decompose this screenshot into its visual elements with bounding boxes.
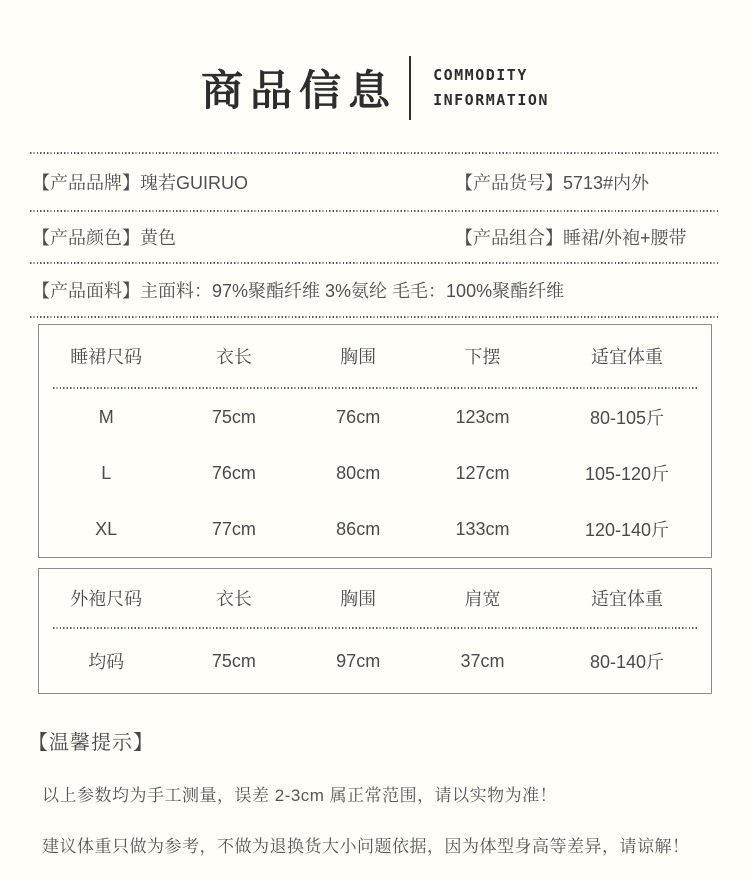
header-cell-hem: 下摆: [464, 347, 501, 367]
table-cell: 80-140斤: [589, 652, 664, 672]
tips-line-2: 建议体重只做为参考，不做为退换货大小问题依据，因为体型身高等差异，请谅解！: [42, 837, 690, 856]
table-cell: 37cm: [460, 650, 505, 671]
product-brand-text: 【产品品牌】瑰若GUIRUO: [32, 173, 248, 193]
table-cell: 75cm: [211, 406, 256, 427]
header-cell-length: 衣长: [215, 347, 252, 367]
table-cell: 77cm: [211, 518, 256, 539]
info-row-fabric: [30, 264, 720, 316]
info-row-brand: [30, 154, 720, 210]
tips-title: 【温馨提示】: [28, 732, 154, 754]
header-subtitle-line1: COMMODITY: [433, 66, 528, 84]
page-title: 商品信息: [201, 67, 398, 114]
table-cell: L: [101, 462, 112, 483]
nightgown-size-table: [38, 324, 712, 558]
header-subtitle-line2: INFORMATION: [433, 91, 549, 109]
info-row-color: [30, 212, 720, 262]
header-cell-bust: 胸围: [340, 347, 377, 367]
dotted-divider: [30, 316, 720, 318]
header-cell-length: 衣长: [215, 589, 252, 609]
warm-tips-section: [28, 726, 750, 857]
table-row-l: [39, 445, 711, 501]
table-cell: 80-105斤: [589, 408, 664, 428]
table-cell: 105-120斤: [584, 464, 669, 484]
table-cell: 97cm: [336, 650, 381, 671]
header-cell-shoulder: 肩宽: [464, 589, 501, 609]
table-header-row: [39, 569, 711, 627]
table-cell: 133cm: [455, 518, 510, 539]
header-cell-bust: 胸围: [340, 589, 377, 609]
table-cell: 127cm: [455, 462, 510, 483]
tips-line-1: 以上参数均为手工测量，误差 2-3cm 属正常范围，请以实物为准！: [42, 786, 558, 805]
table-cell: 120-140斤: [584, 520, 669, 540]
header-cell-size: 外袍尺码: [70, 589, 143, 609]
product-info-section: [30, 152, 720, 318]
product-fabric-text: 【产品面料】主面料：97%聚酯纤维 3%氨纶 毛毛：100%聚酯纤维: [32, 281, 565, 301]
table-row-onesize: [39, 629, 711, 693]
page-header: [0, 0, 750, 120]
table-row-xl: [39, 501, 711, 557]
table-cell: 123cm: [455, 406, 510, 427]
table-row-m: [39, 389, 711, 445]
header-cell-size: 睡裙尺码: [70, 347, 143, 367]
robe-size-table: [38, 568, 712, 694]
header-cell-weight: 适宜体重: [590, 347, 663, 367]
table-cell: 76cm: [336, 406, 381, 427]
table-cell: 75cm: [211, 650, 256, 671]
table-header-row: [39, 325, 711, 387]
header-subtitle: [433, 63, 549, 113]
table-cell: 80cm: [336, 462, 381, 483]
header-divider: [409, 56, 411, 120]
table-cell: 均码: [88, 652, 125, 672]
product-code-text: 【产品货号】5713#内外: [455, 173, 650, 193]
product-color-text: 【产品颜色】黄色: [32, 228, 176, 248]
table-cell: XL: [95, 518, 118, 539]
product-combo-text: 【产品组合】睡裙/外袍+腰带: [455, 228, 687, 248]
header-cell-weight: 适宜体重: [590, 589, 663, 609]
table-cell: 86cm: [336, 518, 381, 539]
table-cell: M: [98, 406, 114, 427]
table-cell: 76cm: [211, 462, 256, 483]
